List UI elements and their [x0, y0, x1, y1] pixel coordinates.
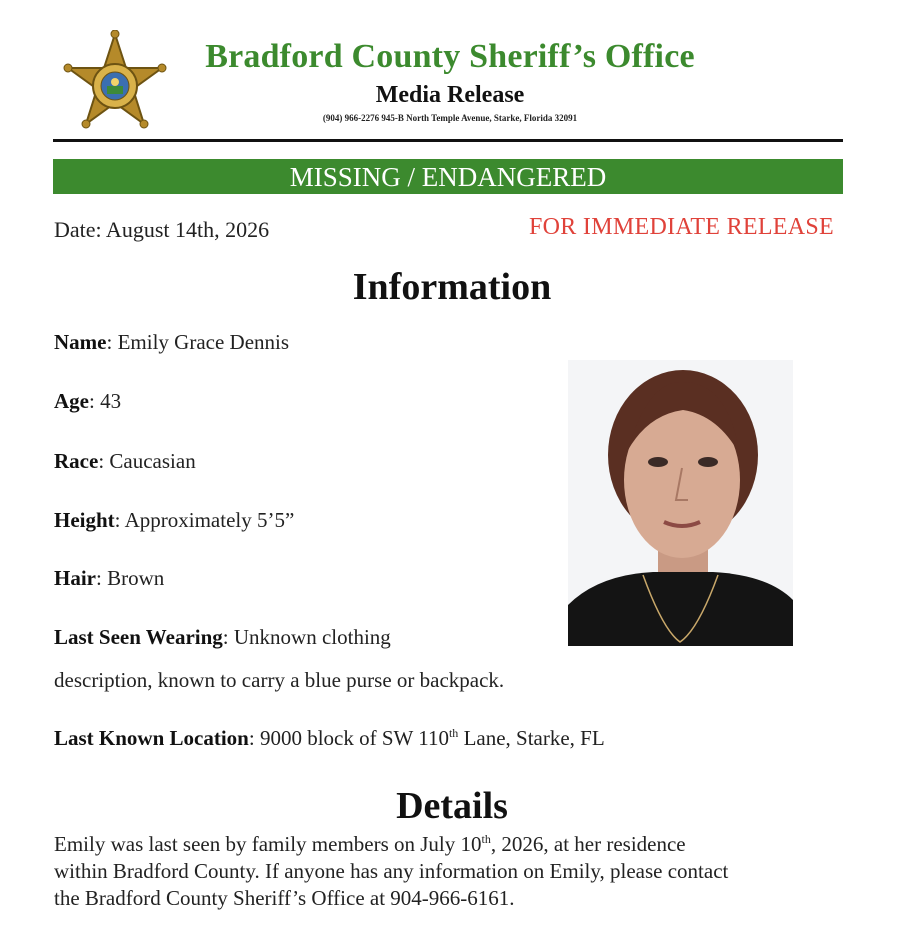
field-value: 9000 block of SW 110 — [259, 726, 449, 750]
details-paragraph — [54, 831, 854, 912]
field-label: Race — [54, 449, 99, 473]
field-value: Unknown clothing — [233, 625, 391, 649]
media-release-subtitle: Media Release — [375, 82, 525, 108]
field-location: Last Known Location: 9000 block of SW 110th Lane, Starke, FL — [54, 726, 605, 750]
field-name: Name: Emily Grace Dennis — [54, 330, 290, 354]
field-label: Last Known Location — [54, 726, 249, 750]
information-heading: Information — [352, 266, 552, 308]
field-age: Age: 43 — [54, 389, 122, 413]
ordinal-suffix: th — [448, 726, 459, 740]
details-line: the Bradford County Sheriff’s Office at 904-966-6161. — [54, 886, 515, 910]
field-hair: Hair: Brown — [54, 566, 165, 590]
release-date: Date: August 14th, 2026 — [54, 217, 270, 242]
details-line: within Bradford County. If anyone has any information on Emily, please contact — [54, 859, 729, 883]
details-text: Emily was last seen by family members on July 10 — [54, 832, 482, 856]
field-last-seen-continued: description, known to carry a blue purse or backpack. — [54, 668, 505, 692]
field-value: Approximately 5’5” — [124, 508, 295, 532]
contact-line: (904) 966-2276 945-B North Temple Avenue, Starke, Florida 32091 — [322, 113, 578, 123]
org-title: Bradford County Sheriff’s Office — [205, 38, 695, 75]
field-label: Last Seen Wearing — [54, 625, 223, 649]
ordinal-suffix: th — [481, 832, 491, 846]
field-height: Height: Approximately 5’5” — [54, 508, 295, 532]
field-value: 43 — [100, 389, 122, 413]
immediate-release-tag: FOR IMMEDIATE RELEASE — [529, 214, 834, 240]
field-race: Race: Caucasian — [54, 449, 196, 473]
details-line — [54, 831, 854, 858]
field-last-seen: Last Seen Wearing: Unknown clothing — [54, 625, 391, 649]
missing-banner: MISSING / ENDANGERED — [53, 159, 843, 194]
missing-person-photo — [568, 360, 793, 646]
field-value: Emily Grace Dennis — [117, 330, 290, 354]
field-label: Name — [54, 330, 107, 354]
field-label: Hair — [54, 566, 96, 590]
field-value: Brown — [107, 566, 165, 590]
details-text: , 2026, at her residence — [490, 832, 686, 856]
field-label: Height — [54, 508, 115, 532]
field-label: Age — [54, 389, 89, 413]
header-divider — [53, 139, 843, 142]
details-heading: Details — [396, 785, 508, 827]
field-value: Caucasian — [109, 449, 196, 473]
field-value-tail: Lane, Starke, FL — [458, 726, 605, 750]
sheriff-star-badge-icon — [60, 30, 170, 140]
